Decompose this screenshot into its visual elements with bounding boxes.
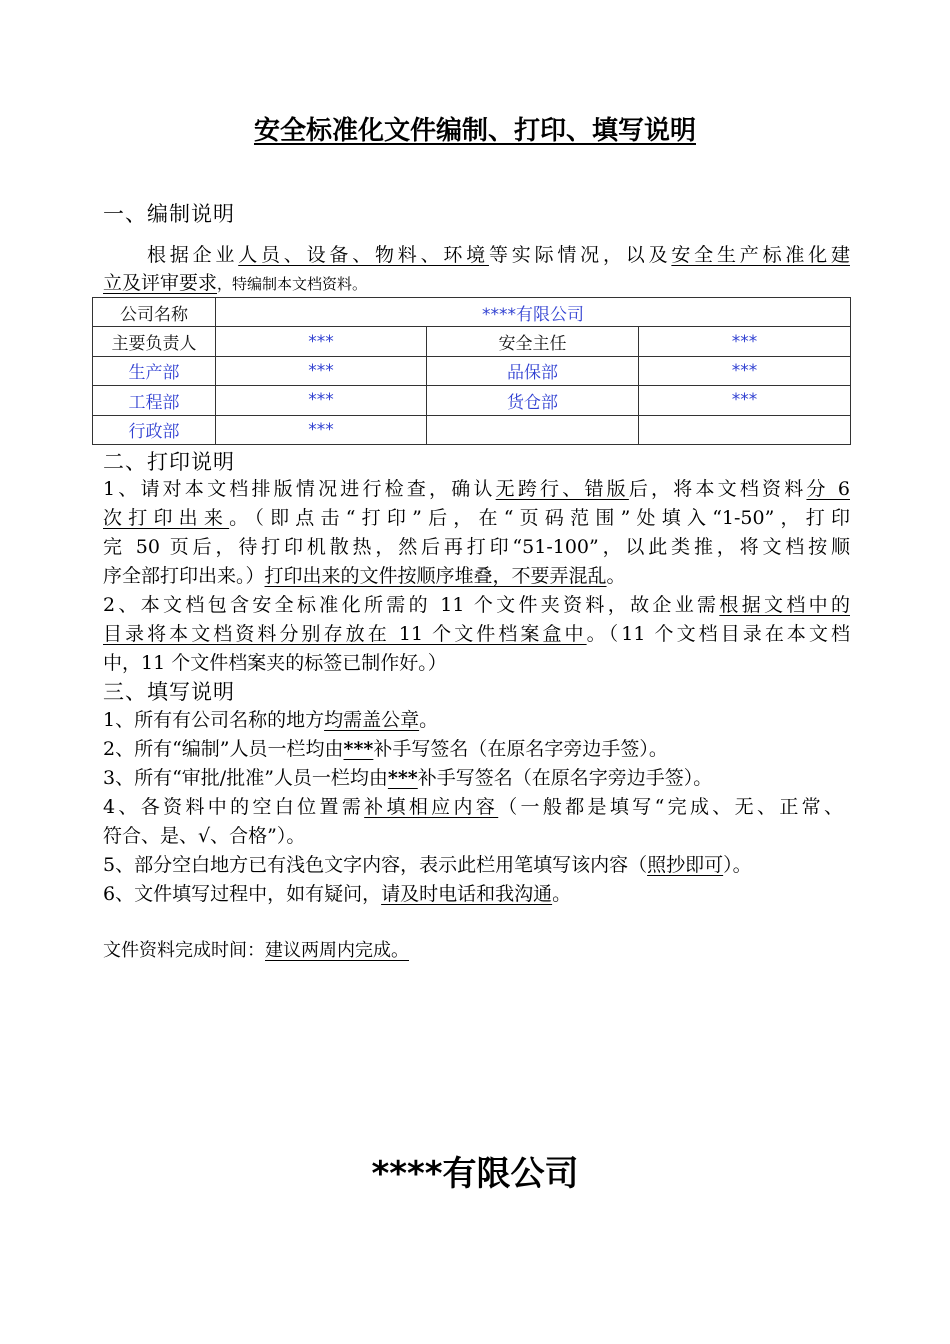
table-cell-label: 主要负责人	[93, 327, 216, 356]
section-heading-compile: 一、编制说明	[103, 202, 235, 226]
table-cell-label: 货仓部	[427, 386, 639, 415]
fill-instruction-line: 6、文件填写过程中，如有疑问，请及时电话和我沟通。	[103, 883, 572, 905]
completion-time: 文件资料完成时间：建议两周内完成。	[103, 940, 409, 961]
print-instruction-line: 1、请对本文档排版情况进行检查，确认无跨行、错版后，将本文档资料分 6	[103, 478, 850, 500]
table-cell-company: ****有限公司	[216, 298, 851, 327]
print-instruction-line: 中，11 个文件档案夹的标签已制作好。）	[103, 652, 447, 674]
table-cell-label: 安全主任	[427, 327, 639, 356]
table-row	[93, 386, 851, 415]
paragraph-compile-line2: 立及评审要求，特编制本文档资料。	[103, 272, 368, 294]
document-title: 安全标准化文件编制、打印、填写说明	[253, 116, 696, 146]
table-cell-label: 工程部	[93, 386, 216, 415]
table-cell-empty	[427, 415, 639, 444]
fill-instruction-line: 1、所有有公司名称的地方均需盖公章。	[103, 709, 439, 731]
print-instruction-line: 序全部打印出来。）打印出来的文件按顺序堆叠，不要弄混乱。	[103, 565, 626, 587]
fill-instruction-line: 2、所有“编制”人员一栏均由***补手写签名（在原名字旁边手签）。	[103, 738, 668, 760]
company-info-table	[92, 297, 851, 445]
table-cell-label: 生产部	[93, 356, 216, 385]
table-row	[93, 327, 851, 356]
table-cell-label: 品保部	[427, 356, 639, 385]
table-cell-value: ***	[216, 356, 427, 385]
print-instruction-line: 2、本文档包含安全标准化所需的 11 个文件夹资料，故企业需根据文档中的	[103, 594, 850, 616]
table-cell-label: 行政部	[93, 415, 216, 444]
fill-instruction-line: 3、所有“审批/批准”人员一栏均由***补手写签名（在原名字旁边手签）。	[103, 767, 713, 789]
fill-instruction-line: 符合、是、√、合格”）。	[103, 825, 306, 847]
table-cell-label: 公司名称	[93, 298, 216, 327]
table-cell-value: ***	[639, 356, 851, 385]
table-cell-value: ***	[216, 386, 427, 415]
section-heading-fill: 三、填写说明	[103, 680, 235, 704]
table-cell-value: ***	[639, 386, 851, 415]
table-row	[93, 356, 851, 385]
table-row	[93, 298, 851, 327]
table-cell-empty	[639, 415, 851, 444]
print-instruction-line: 次打印出来。（即点击“打印”后，在“页码范围”处填入“1-50”，打印	[103, 507, 850, 529]
table-cell-value: ***	[216, 415, 427, 444]
section-heading-print: 二、打印说明	[103, 450, 235, 474]
print-instruction-line: 完 50 页后，待打印机散热，然后再打印“51-100”，以此类推，将文档按顺	[103, 536, 850, 558]
table-cell-value: ***	[639, 327, 851, 356]
fill-instruction-line: 4、各资料中的空白位置需补填相应内容（一般都是填写“完成、无、正常、	[103, 796, 843, 818]
footer-company-name: ****有限公司	[371, 1154, 579, 1194]
print-instruction-line: 目录将本文档资料分别存放在 11 个文件档案盒中。（11 个文档目录在本文档	[103, 623, 850, 645]
table-row	[93, 415, 851, 444]
fill-instruction-line: 5、部分空白地方已有浅色文字内容，表示此栏用笔填写该内容（照抄即可）。	[103, 854, 752, 876]
table-cell-value: ***	[216, 327, 427, 356]
paragraph-compile-line1: 根据企业人员、设备、物料、环境等实际情况，以及安全生产标准化建	[147, 244, 850, 266]
